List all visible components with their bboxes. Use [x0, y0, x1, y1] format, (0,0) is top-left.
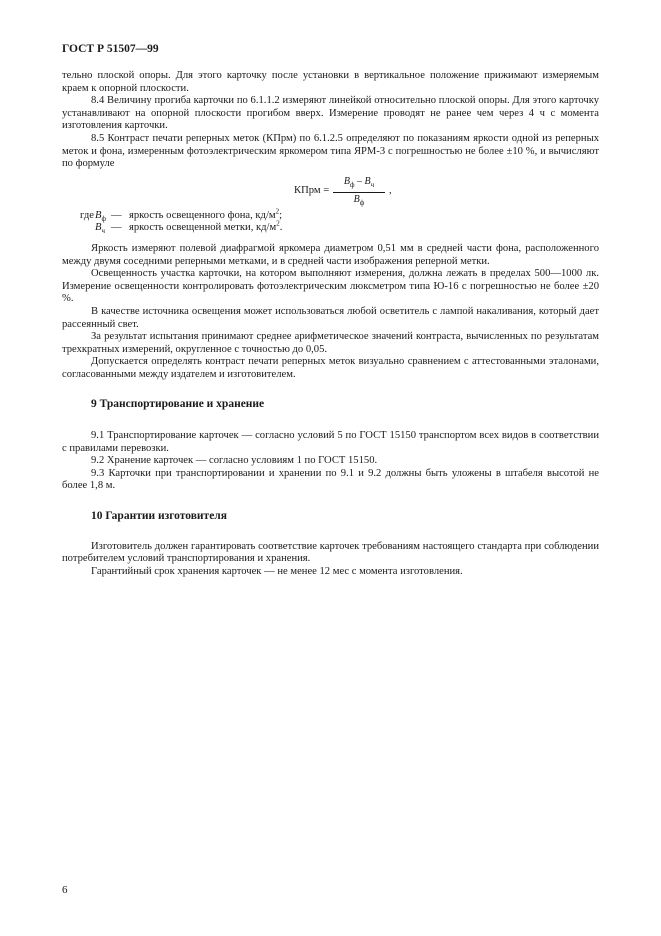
- paragraph-10-1: Изготовитель должен гарантировать соответствие карточек требованиям настоящего стандарта при соблюдении потребителем условий транспортирования и хранения.: [62, 540, 599, 565]
- paragraph-measurement: Яркость измеряют полевой диафрагмой яркомера диаметром 0,51 мм в средней части фона, расположенного между двумя соседними реперными метками, и в средней части изображения реперной метки.: [62, 242, 599, 267]
- contrast-formula: [62, 176, 599, 206]
- paragraph-9-1: 9.1 Транспортирование карточек — согласно условий 5 по ГОСТ 15150 транспортом всех видов в соответствии с правилами перевозки.: [62, 430, 599, 454]
- paragraph-8-4: 8.4 Величину прогиба карточки по 6.1.1.2 измеряют линейкой относительно плоской опоры. Для этого карточку устанавливают на опорной плоскости прогибом вверх. Измерение проводят не ранее чем через 4 ч с момента изготовления карточки.: [62, 95, 599, 132]
- paragraph-8-5: 8.5 Контраст печати реперных меток (КПрм) по 6.1.2.5 определяют по показаниям яркости одной из реперных меток и фона, измеренным фотоэлектрическим яркомером типа ЯРМ-3 с погрешностью не более ±10 %, и вычисляют по формуле: [62, 132, 599, 170]
- formula-comma: ,: [389, 184, 392, 196]
- formula-minus: –: [357, 175, 362, 187]
- definition-lead: где: [80, 209, 94, 221]
- paragraph-illumination: Освещенность участка карточки, на котором выполняют измерения, должна лежать в пределах 500—1000 лк. Измерение освещенности контролировать фотоэлектрическим люксметром типа Ю-16 с погрешностью не более ±20 %.: [62, 268, 599, 305]
- paragraph-continuation: тельно плоской опоры. Для этого карточку после установки в вертикальное положение прижимают измеряемым краем к опорной плоскости.: [62, 70, 599, 94]
- formula-fraction: [333, 176, 385, 210]
- paragraph-test-result: За результат испытания принимают среднее арифметическое значений контраста, вычисленных по результатам трехкратных измерений, округленное с точностью до 0,05.: [62, 331, 599, 355]
- definition-dash: —: [111, 209, 122, 221]
- formula-lhs: КПрм =: [294, 184, 330, 196]
- section-9-heading: 9 Транспортирование и хранение: [91, 398, 265, 411]
- numerator-symbol-1: B: [343, 175, 350, 187]
- definition-row: [62, 219, 599, 236]
- definition-text: яркость освещенного фона, $кд/м^2$;: [129, 207, 283, 221]
- paragraph-9-2: 9.2 Хранение карточек — согласно условиям 1 по ГОСТ 15150.: [91, 455, 378, 467]
- denominator-subscript: ф: [359, 199, 365, 208]
- document-body: [62, 70, 599, 578]
- paragraph-9-3: 9.3 Карточки при транспортировании и хранении по 9.1 и 9.2 должны быть уложены в штабеля высотой не более 1,8 м.: [62, 467, 599, 492]
- definition-symbol: $B_ф$: [95, 209, 107, 223]
- definition-row: [62, 207, 599, 223]
- paragraph-light-source: В качестве источника освещения может использоваться любой осветитель с лампой накаливания, который дает рассеянный свет.: [62, 305, 599, 330]
- document-header: ГОСТ Р 51507—99: [62, 43, 159, 55]
- definition-dash: —: [111, 222, 122, 234]
- denominator-symbol: B: [353, 194, 360, 206]
- definition-symbol: $B_ч$: [95, 222, 106, 236]
- numerator-symbol-2: B: [364, 175, 371, 187]
- section-10-heading: 10 Гарантии изготовителя: [91, 510, 227, 523]
- formula-denominator: [333, 193, 385, 210]
- definition-text: яркость освещенной метки, $кд/м^2$.: [129, 219, 283, 234]
- formula-numerator: [333, 176, 385, 194]
- paragraph-10-2: Гарантийный срок хранения карточек — не менее 12 мес с момента изготовления.: [91, 565, 463, 577]
- paragraph-visual-check: Допускается определять контраст печати реперных меток визуально сравнением с аттестованными эталонами, согласованными между издателем и изготовителем.: [62, 356, 599, 380]
- formula-definitions: [62, 207, 599, 236]
- numerator-subscript-1: ф: [349, 180, 355, 189]
- page-number: 6: [62, 884, 68, 896]
- numerator-subscript-2: ч: [370, 180, 375, 189]
